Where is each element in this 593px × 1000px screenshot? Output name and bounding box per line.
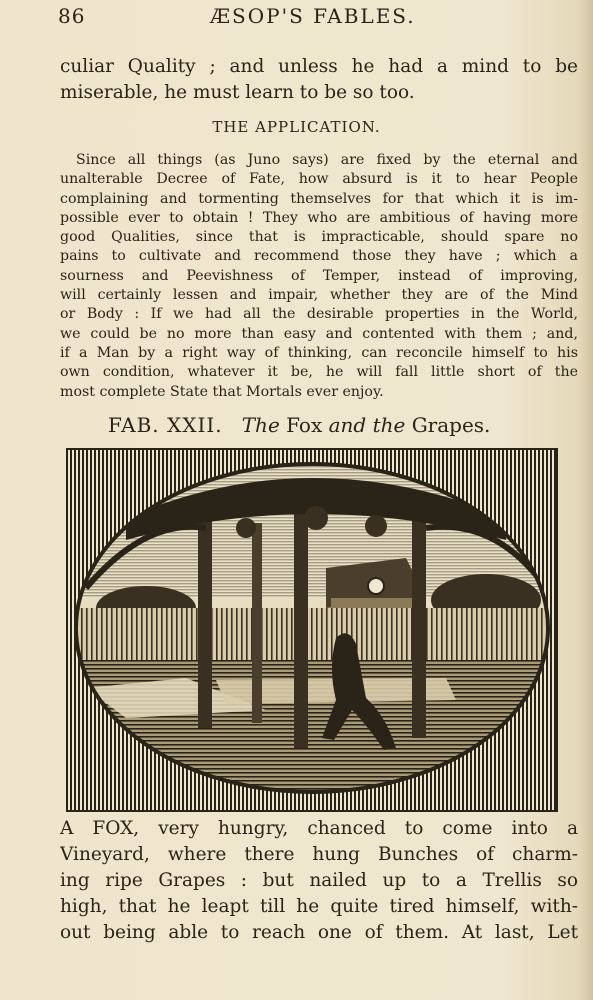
text-line: possible ever to obtain ! They who are ambitious of having more [60, 209, 578, 226]
text-line: out being able to reach one of them. At last, Let [60, 922, 578, 943]
fable-heading [108, 413, 528, 443]
running-head [0, 4, 593, 28]
trellis-post [412, 508, 426, 738]
text-line: we could be no more than easy and contented with them ; and, [60, 325, 578, 342]
fable-title-fox: Fox [286, 413, 323, 437]
text-line: good Qualities, since that is impracticable, should spare no [60, 229, 578, 246]
application-heading: THE APPLICATION. [212, 118, 381, 136]
trellis-post [252, 523, 262, 723]
text-line: or Body : If we had all the desirable properties in the World, [60, 306, 578, 323]
grape-bunch [304, 506, 328, 530]
text-line: Since all things (as Juno says) are fixed by the eternal and [76, 152, 578, 168]
text-line: will certainly lessen and impair, whether they are of the Mind [60, 287, 578, 304]
text-line: high, that he leapt till he quite tired himself, with- [60, 896, 578, 917]
text-line: sourness and Peevishness of Temper, instead of improving, [60, 267, 578, 284]
fence [66, 608, 558, 660]
house-window [368, 578, 384, 594]
fable-number: FAB. XXII. [108, 413, 223, 437]
text-line: complaining and tormenting themselves for that which it is im- [60, 190, 578, 207]
text-line: unalterable Decree of Fate, how absurd is it to hear People [60, 171, 578, 188]
text-line: ing ripe Grapes : but nailed up to a Trellis so [60, 870, 578, 891]
woodcut-illustration [66, 448, 558, 812]
text-line: Vineyard, where there hung Bunches of charm- [60, 844, 578, 865]
grape-bunch [236, 518, 256, 538]
trellis-post [294, 508, 308, 748]
text-line: A FOX, very hungry, chanced to come into a [60, 818, 578, 839]
grape-bunch [365, 515, 387, 537]
text-line: pains to cultivate and recommend those they have ; which a [60, 248, 578, 265]
fable-title-and-the: and the [328, 413, 406, 437]
fable-title-the: The [241, 413, 280, 437]
fable-paragraph [60, 816, 578, 946]
text-line: if a Man by a right way of thinking, can reconcile himself to his [60, 344, 578, 361]
page-number: 86 [58, 4, 86, 28]
trellis-post [198, 508, 212, 728]
text-line: own condition, whatever it be, he will fall little short of the [60, 364, 578, 381]
page-edge-shadow [579, 0, 593, 1000]
text-line: culiar Quality ; and unless he had a mind to be [60, 56, 578, 77]
continuation-paragraph [60, 54, 578, 106]
running-title: ÆSOP'S FABLES. [210, 4, 416, 28]
fable-title-grapes: Grapes. [411, 413, 491, 437]
text-line: miserable, he must learn to be so too. [60, 82, 415, 103]
text-line: most complete State that Mortals ever enjoy. [60, 383, 384, 400]
application-paragraph [60, 151, 578, 402]
